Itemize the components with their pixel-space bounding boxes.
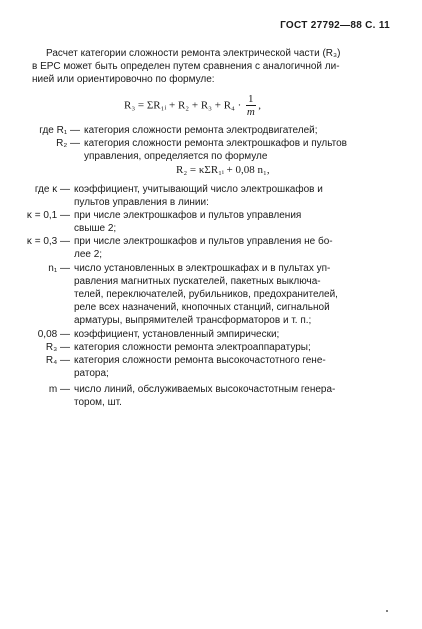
def-label-r4: R₄ — xyxy=(45,355,70,366)
def-text-n1-line-2: равления магнитных пускателей, пакетных выключа- xyxy=(74,276,321,287)
def-text-m-line-2: тором, шт. xyxy=(74,397,122,408)
intro-line-2: в ЕРС может быть определен путем сравнения с аналогичной ли- xyxy=(32,61,340,72)
formula-r3-trail: , xyxy=(258,99,262,112)
def-text-kappa-03-line-2: лее 2; xyxy=(74,249,103,260)
def-text-r1: категория сложности ремонта электродвигателей; xyxy=(84,125,318,136)
formula-r3-fraction xyxy=(246,94,256,118)
formula-r3 xyxy=(124,94,261,118)
def-text-kappa-line-2: пультов управления в линии: xyxy=(74,197,209,208)
def-label-kappa: где κ — xyxy=(34,184,70,195)
def-label-r3: R₃ — xyxy=(45,342,70,353)
def-label-kappa-03: κ = 0,3 — xyxy=(26,236,70,247)
intro-line-3: нией или ориентировочно по формуле: xyxy=(32,74,215,85)
formula-r2: R₂ = κΣR₁ᵢ + 0,08 n₁, xyxy=(176,164,270,176)
formula-r3-left: R₃ = ΣR₁ᵢ + R₂ + R₃ + R₄ · xyxy=(124,99,242,112)
def-text-kappa-03-line-1: при числе электрошкафов и пультов управления не бо- xyxy=(74,236,333,247)
def-text-kappa-01-line-2: свыше 2; xyxy=(74,223,117,234)
def-text-coef: коэффициент, установленный эмпирически; xyxy=(74,329,280,340)
def-text-kappa-line-1: коэффициент, учитывающий число электрошкафов и xyxy=(74,184,323,195)
def-text-n1-line-5: арматуры, выпрямителей трансформаторов и т. п.; xyxy=(74,315,312,326)
def-text-r4-line-2: ратора; xyxy=(74,368,109,379)
def-text-n1-line-1: число установленных в электрошкафах и в пультах уп- xyxy=(74,263,331,274)
def-label-r1: где R₁ — xyxy=(39,125,80,136)
def-label-n1: n₁ — xyxy=(48,263,70,274)
def-label-m: m — xyxy=(48,384,70,395)
def-label-r2: R₂ — xyxy=(56,138,80,149)
fraction-numerator: 1 xyxy=(248,93,254,105)
def-text-m-line-1: число линий, обслуживаемых высокочастотным генера- xyxy=(74,384,336,395)
def-text-n1-line-4: реле всех назначений, кнопочных станций, сигнальной xyxy=(74,302,330,313)
def-label-kappa-01: κ = 0,1 — xyxy=(26,210,70,221)
def-text-r3: категория сложности ремонта электроаппаратуры; xyxy=(74,342,311,353)
fraction-denominator: m xyxy=(246,106,255,118)
def-text-n1-line-3: телей, переключателей, рубильников, предохранителей, xyxy=(74,289,338,300)
def-text-kappa-01-line-1: при числе электрошкафов и пультов управления xyxy=(74,210,302,221)
scan-speck xyxy=(386,610,388,612)
def-text-r2-line-1: категория сложности ремонта электрошкафов и пультов xyxy=(84,138,347,149)
intro-line-1: Расчет категории сложности ремонта электрической части (R₃) xyxy=(46,48,341,59)
def-text-r2-line-2: управления, определяется по формуле xyxy=(84,151,268,162)
def-label-coef: 0,08 — xyxy=(37,329,70,340)
page-header: ГОСТ 27792—88 С. 11 xyxy=(280,20,390,31)
def-text-r4-line-1: категория сложности ремонта высокочастотного гене- xyxy=(74,355,326,366)
